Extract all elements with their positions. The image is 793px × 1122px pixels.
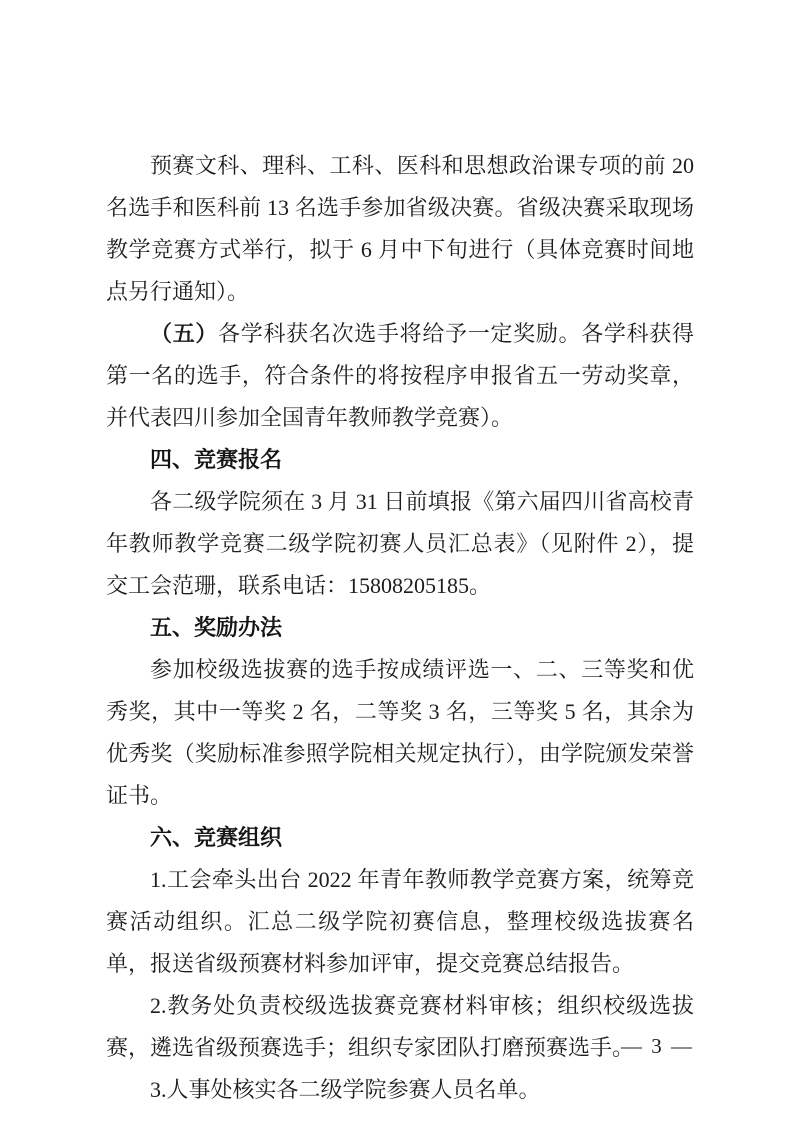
paragraph-item-five <box>106 313 694 439</box>
section-heading-registration: 四、竞赛报名 <box>150 447 283 472</box>
document-body <box>106 145 694 1111</box>
paragraph-preliminary-round <box>106 145 694 313</box>
paragraph-text: 预赛文科、理科、工科、医科和思想政治课专项的前 20 名选手和医科前 13 名选手参加省级决赛。省级决赛采取现场教学竞赛方式举行，拟于 6 月中下旬进行（具体竞赛时间地点另行通知）。 <box>106 153 694 304</box>
paragraph-text: 1.工会牵头出台 2022 年青年教师教学竞赛方案，统筹竞赛活动组织。汇总二级学院初赛信息，整理校级选拔赛名单，报送省级预赛材料参加评审，提交竞赛总结报告。 <box>106 867 694 976</box>
paragraph-organization-2 <box>106 985 694 1069</box>
section-heading-organization: 六、竞赛组织 <box>150 825 283 850</box>
paragraph-text: 各学科获名次选手将给予一定奖励。各学科获得第一名的选手，符合条件的将按程序申报省五一劳动奖章，并代表四川参加全国青年教师教学竞赛）。 <box>106 321 694 430</box>
section-heading-awards: 五、奖励办法 <box>150 615 283 640</box>
paragraph-awards <box>106 649 694 817</box>
page-number: — 3 — <box>621 1034 694 1058</box>
paragraph-text: 3.人事处核实各二级学院参赛人员名单。 <box>150 1077 541 1102</box>
paragraph-text: 2.教务处负责校级选拔赛竞赛材料审核；组织校级选拔赛，遴选省级预赛选手；组织专家团队打磨预赛选手。 <box>106 993 694 1060</box>
paragraph-lead: （五） <box>150 321 219 346</box>
paragraph-text: 参加校级选拔赛的选手按成绩评选一、二、三等奖和优秀奖，其中一等奖 2 名，二等奖 3 名，三等奖 5 名，其余为优秀奖（奖励标准参照学院相关规定执行），由学院颁发荣誉证书。 <box>106 657 694 808</box>
paragraph-organization-3 <box>106 1069 694 1111</box>
paragraph-organization-1 <box>106 859 694 985</box>
paragraph-registration <box>106 481 694 607</box>
paragraph-text: 各二级学院须在 3 月 31 日前填报《第六届四川省高校青年教师教学竞赛二级学院初赛人员汇总表》（见附件 2），提交工会范珊，联系电话：15808205185。 <box>106 489 694 598</box>
